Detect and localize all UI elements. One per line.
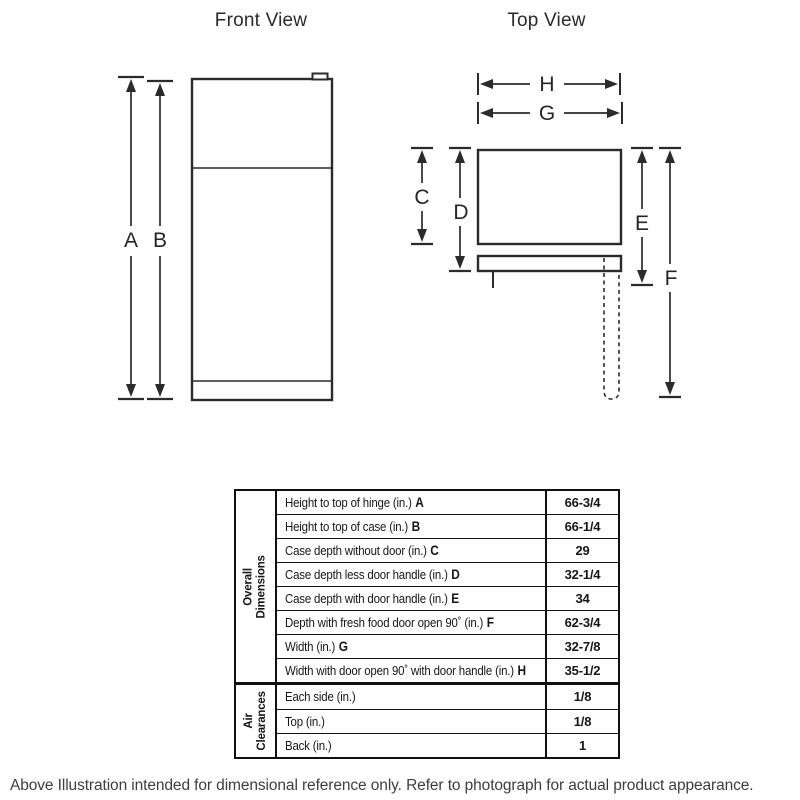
spec-label: Case depth with door handle (in.) <box>285 591 448 607</box>
air-clearances-header <box>236 685 277 757</box>
header-line: Overall <box>242 567 255 606</box>
table-row <box>277 658 618 682</box>
spec-code: B <box>411 519 420 535</box>
top-view-door-open-dashed <box>604 258 619 399</box>
spec-code: A <box>415 495 424 511</box>
overall-dimensions-header <box>236 491 277 682</box>
spec-code: E <box>451 591 459 607</box>
header-line: Clearances <box>255 691 268 751</box>
table-row <box>277 634 618 658</box>
header-line: Air <box>242 713 255 729</box>
front-view-title: Front View <box>214 10 308 31</box>
dimensions-table <box>234 489 620 759</box>
dim-label-c: C <box>414 186 430 209</box>
spec-label: Each side (in.) <box>285 689 356 705</box>
spec-value: 1 <box>545 734 618 757</box>
table-row <box>277 733 618 757</box>
spec-value: 29 <box>545 539 618 562</box>
spec-value: 1/8 <box>545 710 618 733</box>
header-line: Dimensions <box>255 555 268 619</box>
front-view-cabinet <box>192 79 332 400</box>
air-rows <box>277 685 618 757</box>
table-row <box>277 709 618 733</box>
dim-label-d: D <box>453 201 469 224</box>
dim-label-g: G <box>538 102 556 125</box>
table-row <box>277 514 618 538</box>
reference-disclaimer: Above Illustration intended for dimensional reference only. Refer to photograph for actual product appearance. <box>10 777 754 794</box>
spec-label: Case depth less door handle (in.) <box>285 567 448 583</box>
table-row <box>277 586 618 610</box>
spec-code: H <box>517 663 526 679</box>
table-row <box>277 562 618 586</box>
dim-label-e: E <box>634 212 650 235</box>
spec-value: 66-1/4 <box>545 515 618 538</box>
table-row <box>277 491 618 514</box>
front-view-hinge-tab <box>313 74 328 80</box>
spec-label: Case depth without door (in.) <box>285 543 427 559</box>
spec-label: Width with door open 90˚ with door handle (in.) <box>285 663 514 679</box>
spec-code: D <box>451 567 460 583</box>
spec-label: Height to top of case (in.) <box>285 519 409 535</box>
spec-value: 1/8 <box>545 685 618 708</box>
table-row <box>277 538 618 562</box>
spec-code: G <box>338 639 348 655</box>
air-clearances-section <box>236 685 618 757</box>
spec-value: 32-7/8 <box>545 635 618 658</box>
top-view-title: Top View <box>507 10 586 31</box>
top-view-case <box>478 150 621 244</box>
spec-label: Back (in.) <box>285 737 332 753</box>
spec-code: F <box>486 615 494 631</box>
spec-value: 32-1/4 <box>545 563 618 586</box>
spec-label: Height to top of hinge (in.) <box>285 495 412 511</box>
spec-value: 35-1/2 <box>545 659 618 682</box>
dim-label-f: F <box>664 267 678 290</box>
spec-label: Top (in.) <box>285 713 325 729</box>
front-view-drawing <box>118 74 332 401</box>
spec-value: 66-3/4 <box>545 491 618 514</box>
spec-value: 62-3/4 <box>545 611 618 634</box>
dim-label-b: B <box>152 229 168 252</box>
top-view-door <box>478 256 621 271</box>
spec-label: Depth with fresh food door open 90˚ (in.) <box>285 615 484 631</box>
table-row <box>277 685 618 708</box>
dim-label-a: A <box>123 229 139 252</box>
spec-code: C <box>430 543 439 559</box>
overall-rows <box>277 491 618 682</box>
dim-label-h: H <box>539 73 555 96</box>
table-row <box>277 610 618 634</box>
overall-dimensions-section <box>236 491 618 685</box>
spec-value: 34 <box>545 587 618 610</box>
spec-label: Width (in.) <box>285 639 336 655</box>
